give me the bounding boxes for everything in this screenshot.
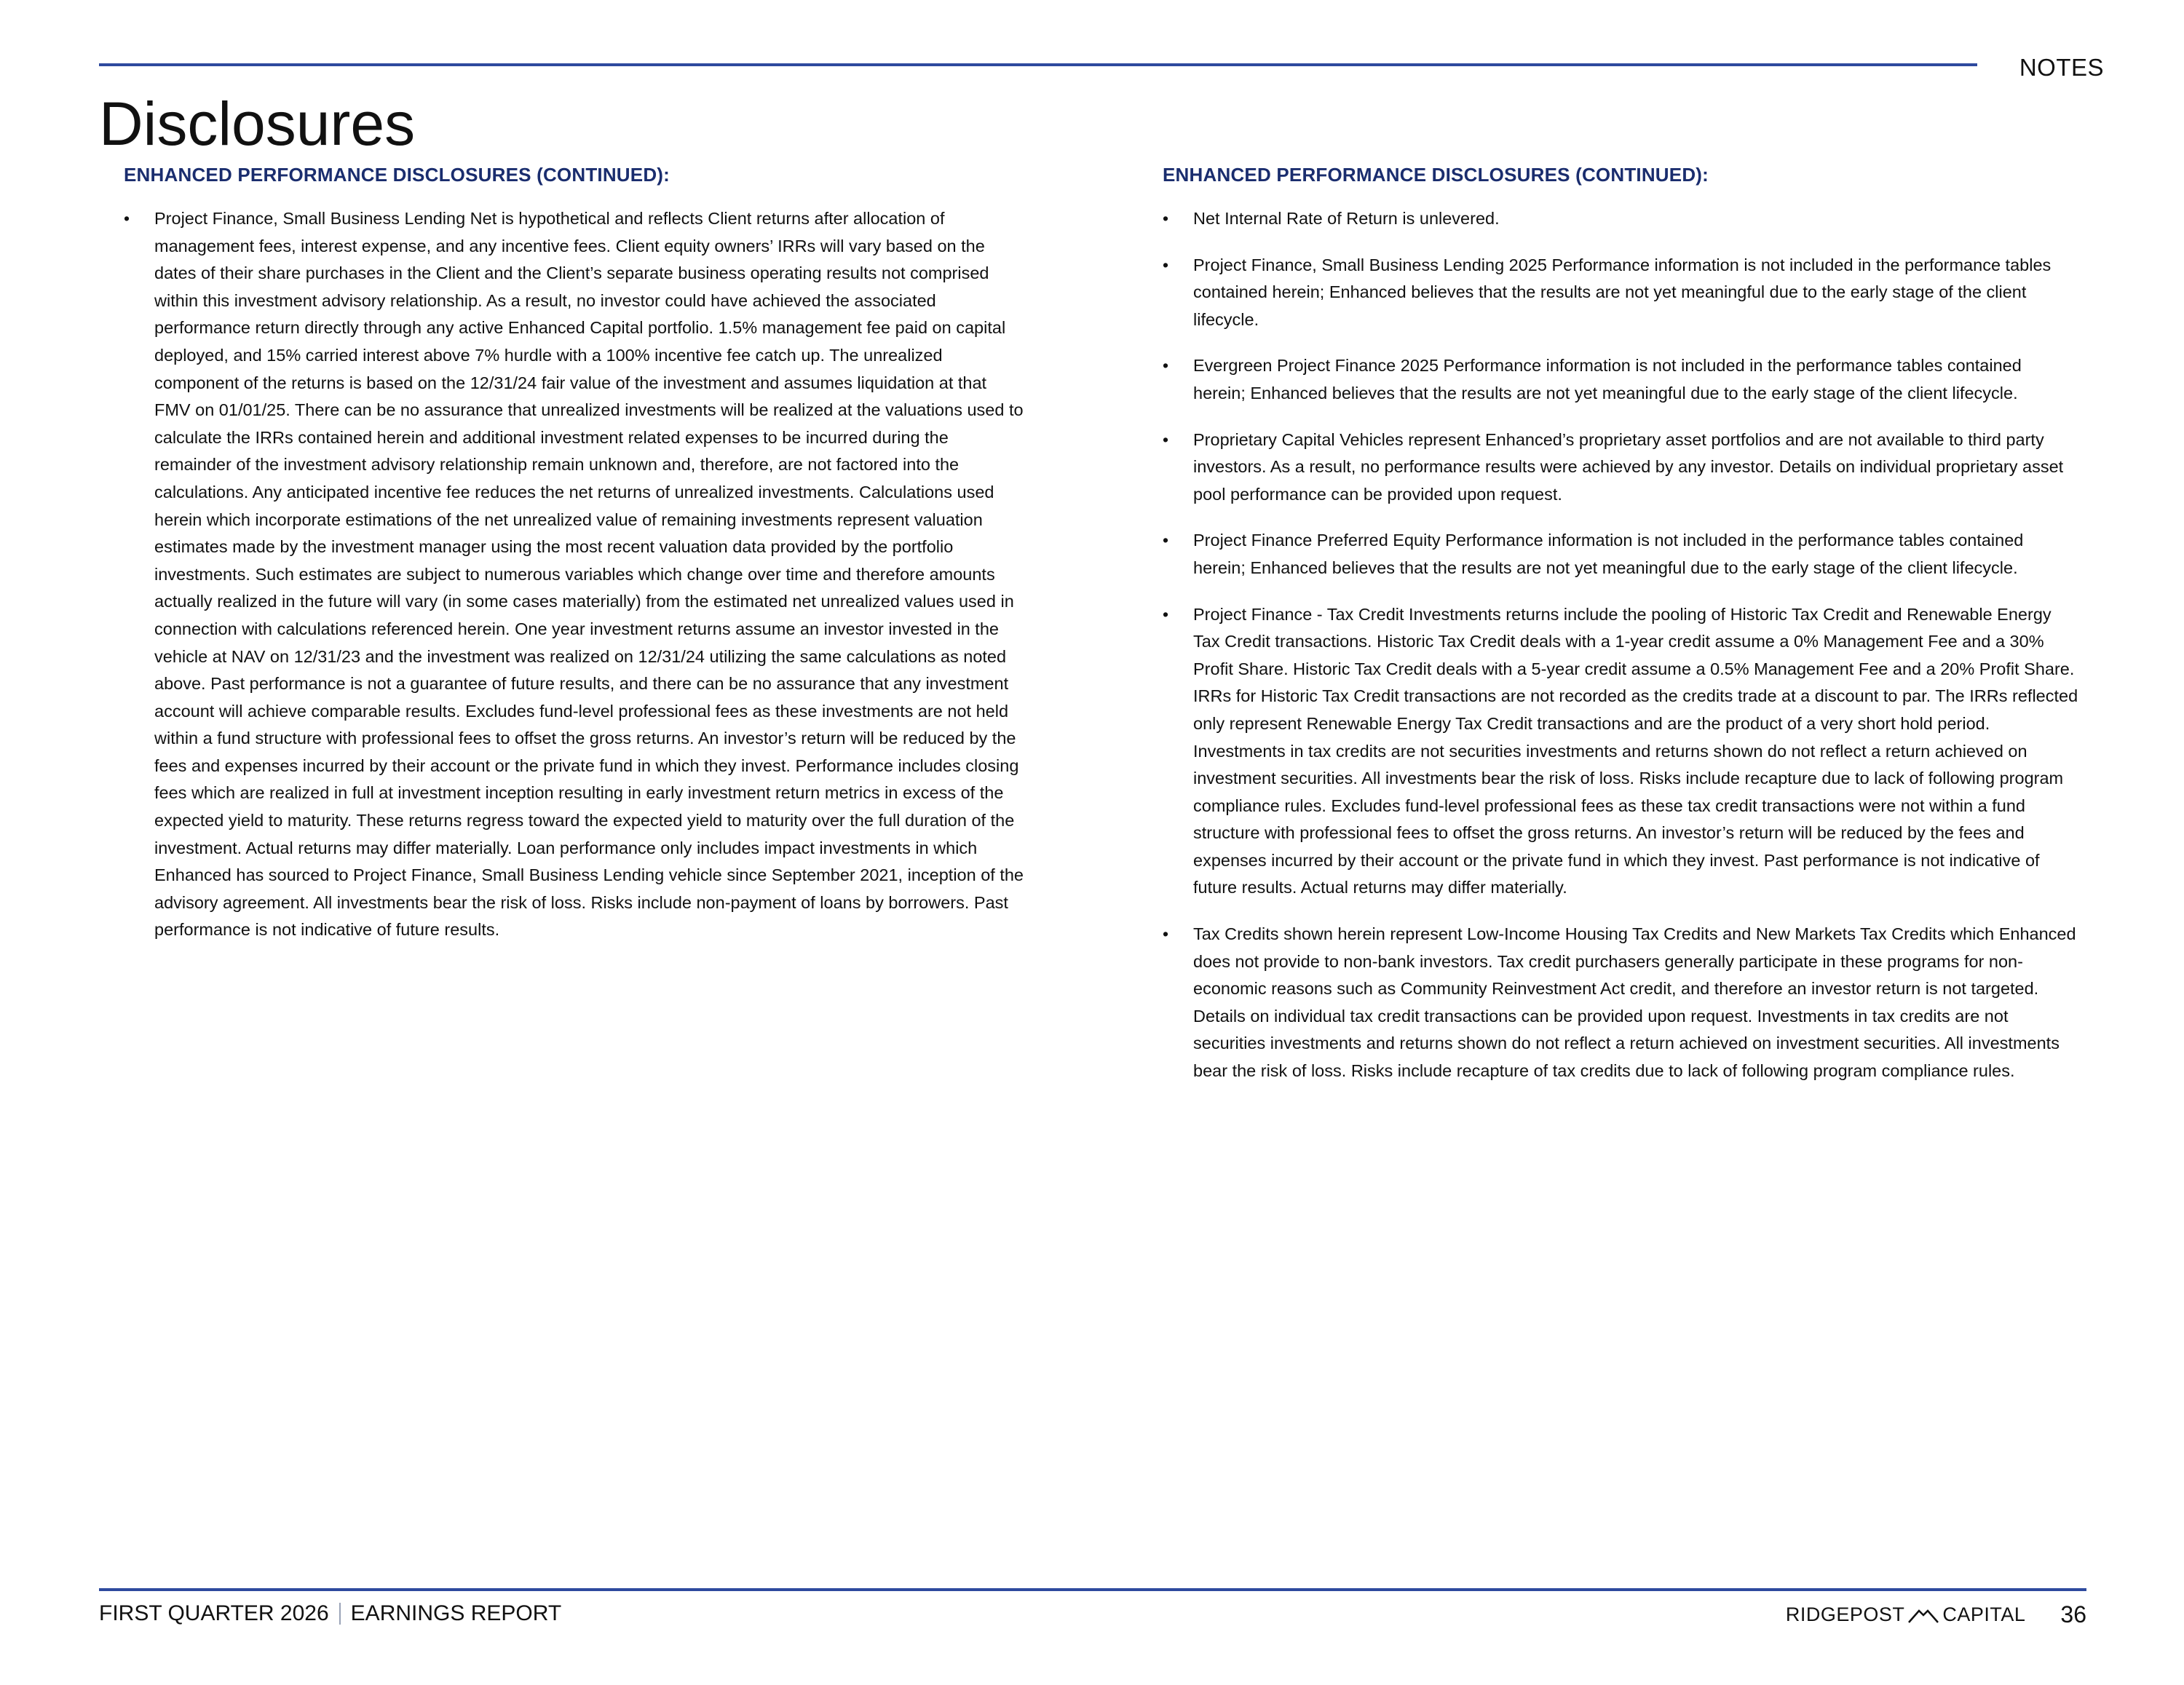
- top-divider: [99, 63, 1977, 66]
- bullet-icon: •: [1163, 255, 1169, 274]
- left-column: [124, 164, 1026, 963]
- brand-name-right: CAPITAL: [1942, 1603, 2026, 1625]
- page-number: 36: [2060, 1601, 2086, 1627]
- footer-report-period: FIRST QUARTER 2026: [99, 1601, 329, 1625]
- list-item-text: Evergreen Project Finance 2025 Performance information is not included in the performance tables contained herein; Enhanced believes that the results are not yet meaningful due to the early stage of the client lifecycle.: [1193, 356, 2022, 403]
- page-title: Disclosures: [99, 90, 416, 158]
- brand-logo: [1786, 1603, 2026, 1626]
- bullet-icon: •: [1163, 924, 1169, 944]
- bullet-icon: •: [1163, 209, 1169, 228]
- footer-report-title: [99, 1601, 561, 1626]
- list-item: [1163, 601, 2078, 903]
- bottom-divider: [99, 1588, 2086, 1591]
- footer-report-name: EARNINGS REPORT: [350, 1601, 562, 1625]
- list-item: [1163, 921, 2078, 1085]
- list-item: [124, 205, 1026, 944]
- list-item-text: Net Internal Rate of Return is unlevered.: [1193, 209, 1500, 228]
- list-item-text: Project Finance - Tax Credit Investments returns include the pooling of Historic Tax Credit and Renewable Energy Tax Credit transactions. Historic Tax Credit deals with a 1-year credit assume a 0% Management Fee and a 30% Profit Share. Historic Tax Credit deals with a 5-year credit assume a 0.5% Management Fee and a 20% Profit Share. IRRs for Historic Tax Credit transactions are not recorded as the credits trade at a discount to par. The IRRs reflected only represent Renewable Energy Tax Credit transactions and are the product of a very short hold period. Investments in tax credits are not securities investments and returns shown do not reflect a return achieved on investment securities. All investments bear the risk of loss. Risks include recapture due to lack of following program compliance rules. Excludes fund-level professional fees as these tax credit transactions were not within a fund structure with professional fees to offset the gross returns. An investor’s return will be reduced by the fees and expenses incurred by their account or the private fund in which they invest. Past performance is not indicative of future results. Actual returns may differ materially.: [1193, 604, 2078, 897]
- footer-brand-area: [1786, 1601, 2086, 1628]
- list-item-text: Proprietary Capital Vehicles represent Enhanced’s proprietary asset portfolios and are not available to third party investors. As a result, no performance results were achieved by any investor. Details on individual proprietary asset pool performance can be provided upon request.: [1193, 429, 2064, 504]
- left-bullet-list: [124, 205, 1026, 944]
- bullet-icon: •: [1163, 604, 1169, 624]
- peak-logo-icon: [1907, 1606, 1939, 1624]
- list-item-text: Project Finance, Small Business Lending Net is hypothetical and reflects Client returns after allocation of management fees, interest expense, and any incentive fees. Client equity owners’ IRRs will vary based on the dates of their share purchases in the Client and the Client’s separate business operating results not comprised within this investment advisory relationship. As a result, no investor could have achieved the associated performance return directly through any active Enhanced Capital portfolio. 1.5% management fee paid on capital deployed, and 15% carried interest above 7% hurdle with a 100% incentive fee catch up. The unrealized component of the returns is based on the 12/31/24 fair value of the investment and assumes liquidation at that FMV on 01/01/25. There can be no assurance that unrealized investments will be realized at the valuations used to calculate the IRRs contained herein and additional investment related expenses to be incurred during the remainder of the investment advisory relationship remain unknown and, therefore, are not factored into the calculations. Any anticipated incentive fee reduces the net returns of unrealized investments. Calculations used herein which incorporate estimations of the net unrealized value of remaining investments represent valuation estimates made by the investment manager using the most recent valuation data provided by the portfolio investments. Such estimates are subject to numerous variables which change over time and therefore amounts actually realized in the future will vary (in some cases materially) from the estimated net unrealized values used in connection with calculations referenced herein. One year investment returns assume an investor invested in the vehicle at NAV on 12/31/23 and the investment was realized on 12/31/24 utilizing the same calculations as noted above. Past performance is not a guarantee of future results, and there can be no assurance that any investment account will achieve comparable results. Excludes fund-level professional fees as these investments are not held within a fund structure with professional fees to offset the gross returns. An investor’s return will be reduced by the fees and expenses incurred by their account or the private fund in which they invest. Performance includes closing fees which are realized in full at investment inception resulting in early investment return metrics in excess of the expected yield to maturity. These returns regress toward the expected yield to maturity over the full duration of the investment. Actual returns may differ materially. Loan performance only includes impact investments in which Enhanced has sourced to Project Finance, Small Business Lending vehicle since September 2021, inception of the advisory agreement. All investments bear the risk of loss. Risks include non-payment of loans by borrowers. Past performance is not indicative of future results.: [154, 209, 1024, 940]
- section-tag: NOTES: [2019, 54, 2104, 81]
- list-item-text: Project Finance Preferred Equity Performance information is not included in the performance tables contained herein; Enhanced believes that the results are not yet meaningful due to the early stage of the client lifecycle.: [1193, 531, 2024, 577]
- bullet-icon: •: [1163, 429, 1169, 449]
- bullet-icon: •: [1163, 531, 1169, 550]
- list-item-text: Project Finance, Small Business Lending 2025 Performance information is not included in the performance tables contained herein; Enhanced believes that the results are not yet meaningful due to the early stage of the client lifecycle.: [1193, 255, 2052, 329]
- right-column-heading: ENHANCED PERFORMANCE DISCLOSURES (CONTINUED):: [1163, 164, 1709, 186]
- list-item: [1163, 205, 2078, 233]
- footer-separator: [339, 1603, 341, 1625]
- brand-name-left: RIDGEPOST: [1785, 1603, 1905, 1625]
- list-item-text: Tax Credits shown herein represent Low-Income Housing Tax Credits and New Markets Tax Credits which Enhanced does not provide to non-bank investors. Tax credit purchasers generally participate in these programs for non-economic reasons such as Community Reinvestment Act credit, and therefore an investor return is not targeted. Details on individual tax credit transactions can be provided upon request. Investments in tax credits are not securities investments and returns shown do not reflect a return achieved on investment securities. All investments bear the risk of loss. Risks include recapture of tax credits due to lack of following program compliance rules.: [1193, 924, 2076, 1081]
- list-item: [1163, 352, 2078, 407]
- left-column-heading: ENHANCED PERFORMANCE DISCLOSURES (CONTINUED):: [124, 164, 670, 186]
- list-item: [1163, 527, 2078, 582]
- list-item: [1163, 252, 2078, 334]
- right-bullet-list: [1163, 205, 2078, 1085]
- bullet-icon: •: [124, 209, 130, 228]
- bullet-icon: •: [1163, 356, 1169, 376]
- list-item: [1163, 427, 2078, 509]
- right-column: [1163, 164, 2078, 1104]
